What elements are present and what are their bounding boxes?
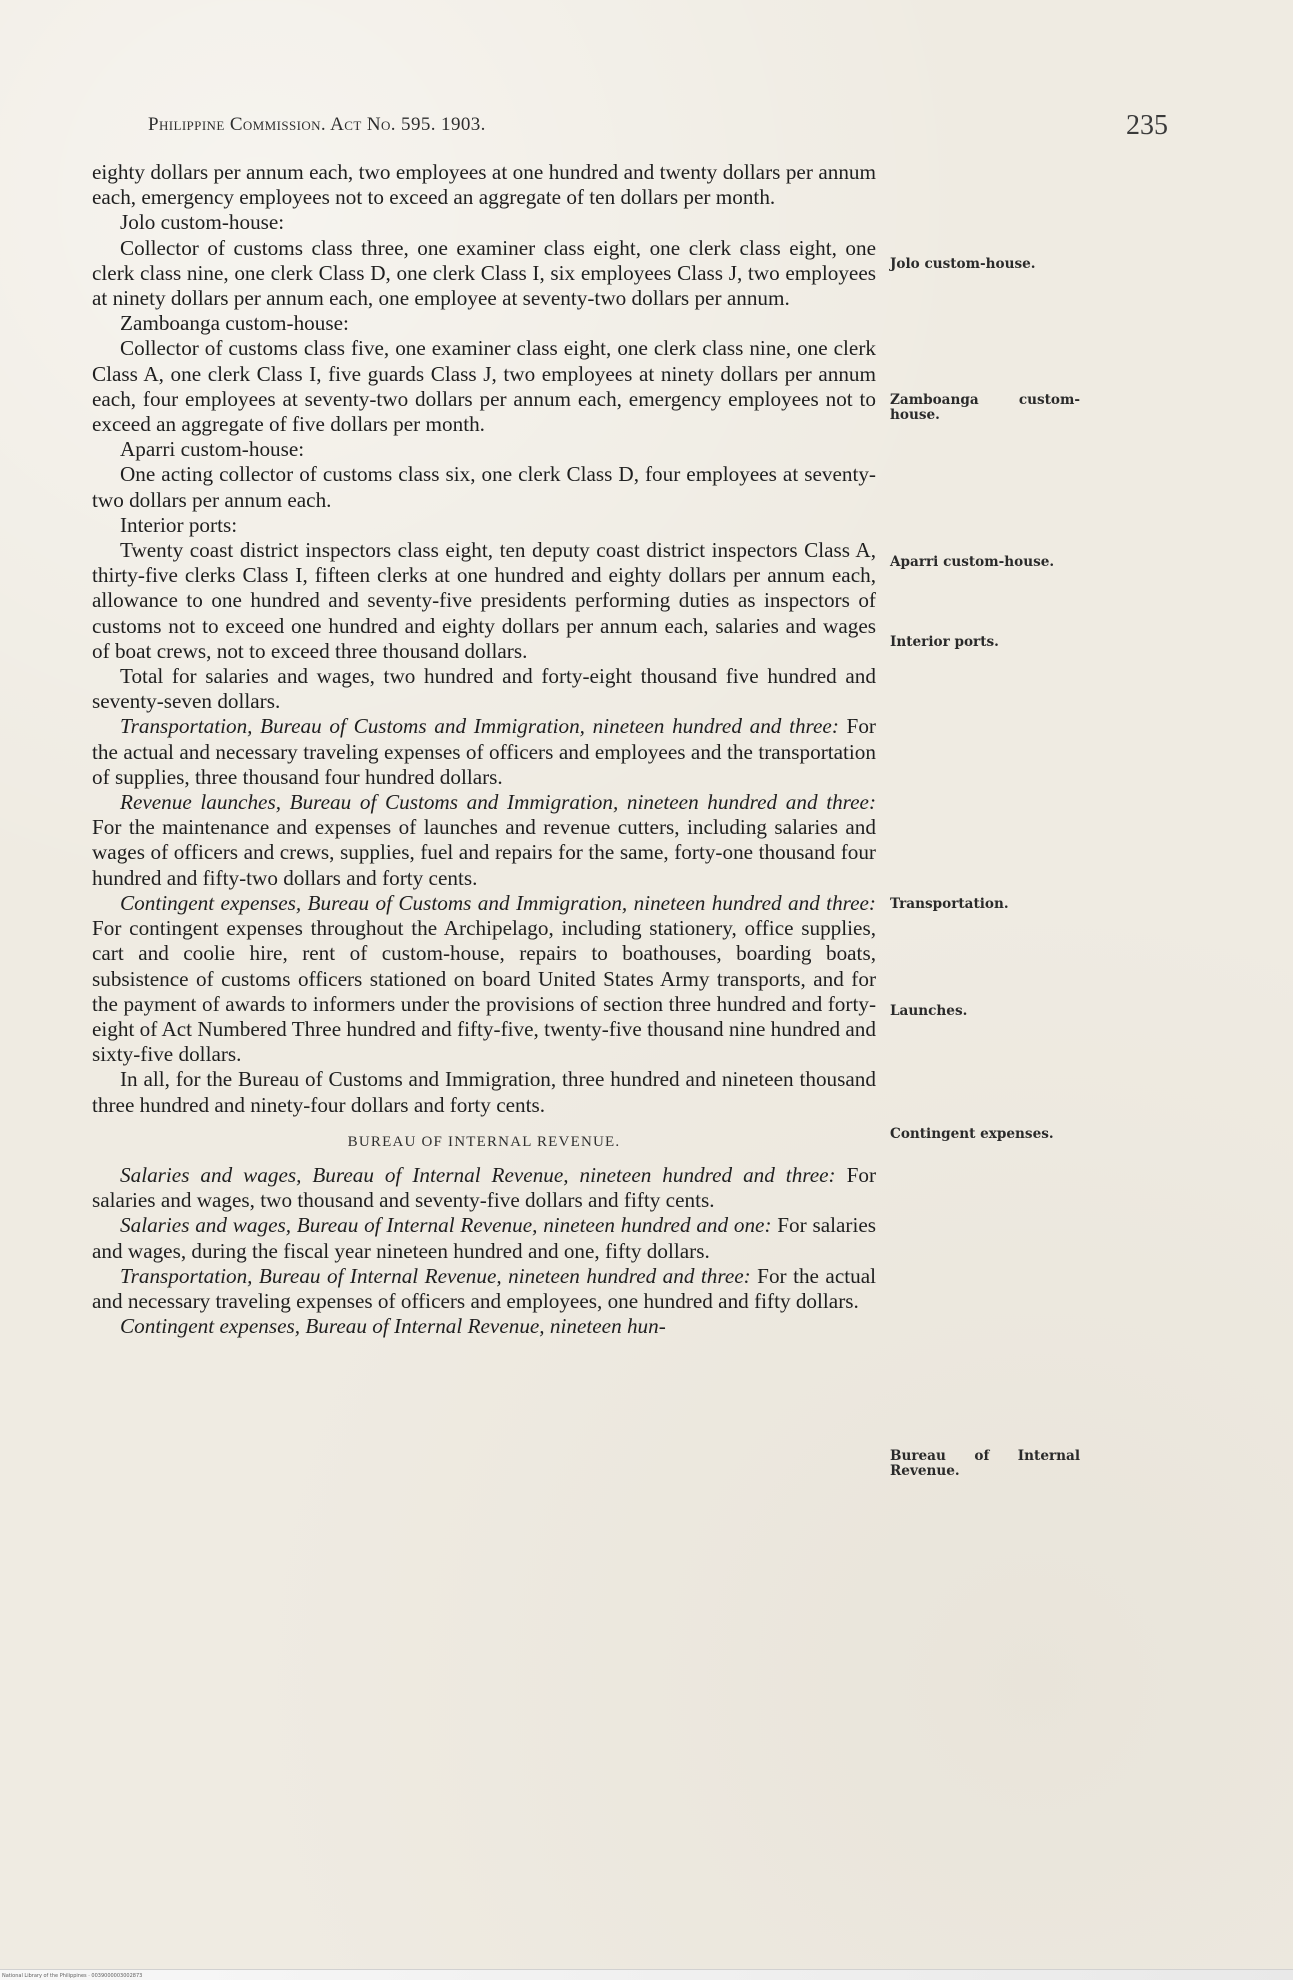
marginal-note-interior-ports: Interior ports. — [890, 634, 999, 650]
page-header — [148, 110, 1168, 148]
paragraph-4: Zamboanga custom-house: — [120, 311, 349, 336]
footer-text: National Library of the Philippines · 0039000003002873 — [2, 1973, 143, 1979]
paragraph-7: One acting collector of customs class six, one clerk Class D, four employees at seventy-two dollars per annum each. — [92, 462, 876, 512]
paragraph-14: In all, for the Bureau of Customs and Immigration, three hundred and nineteen thousand three hundred and ninety-four dollars and forty cents. — [92, 1067, 876, 1117]
paragraph-16-text: For salaries and wages, during the fiscal year nineteen hundred and one, fifty dollars. — [92, 1213, 877, 1263]
paragraph-18-title: Contingent expenses, Bureau of Internal Revenue, nineteen hun- — [120, 1314, 666, 1339]
paragraph-12-text: For the maintenance and expenses of launches and revenue cutters, including salaries and wages of officers and crews, supplies, fuel and repairs for the same, forty-one thousand four hundred and fifty-two dollars and forty cents. — [92, 815, 876, 890]
paragraph-18 — [92, 1314, 876, 1339]
footer-strip — [0, 1969, 1293, 1980]
marginal-note-aparri: Aparri custom-house. — [890, 554, 1055, 570]
paragraph-3: Collector of customs class three, one examiner class eight, one clerk class eight, one clerk class nine, one clerk Class D, one clerk Class I, six employees Class J, two employees at ninety dollars per annum each, one employee at seventy-two dollars per annum. — [92, 235, 876, 311]
marginal-note-contingent-expenses: Contingent expenses. — [890, 1126, 1054, 1142]
paragraph-5: Collector of customs class five, one examiner class eight, one clerk class nine, one clerk Class A, one clerk Class I, five guards Class J, two employees at ninety dollars per annum each, four employees at seventy-two dollars per annum each, emergency employees not to exceed an aggregate of five dollars per month. — [92, 336, 876, 437]
paragraph-13 — [92, 891, 876, 1067]
paragraph-15-title: Salaries and wages, Bureau of Internal Revenue, nineteen hundred and three: — [120, 1162, 836, 1187]
paragraph-9: Twenty coast district inspectors class eight, ten deputy coast district inspectors Class A, thirty-five clerks Class I, fifteen clerks at one hundred and eighty dollars per annum each, allowance to one hundred and seventy-five presidents performing duties as inspectors of customs not to exceed one hundred and eighty dollars per annum each, salaries and wages of boat crews, not to exceed three thousand dollars. — [92, 538, 876, 663]
paragraph-12 — [92, 790, 876, 891]
marginal-note-launches: Launches. — [890, 1003, 968, 1019]
paragraph-13-text: For contingent expenses throughout the Archipelago, including stationery, office supplies, cart and coolie hire, rent of custom-house, repairs to boathouses, boarding boats, subsistence of customs officers stationed on board United States Army transports, and for the payment of awards to informers under the provisions of section three hundred and forty-eight of Act Numbered Three hundred and fifty-five, twenty-five thousand nine hundred and sixty-five dollars. — [92, 916, 876, 1067]
paragraph-16 — [92, 1213, 876, 1263]
paragraph-12-title: Revenue launches, Bureau of Customs and Immigration, nineteen hundred and three: — [120, 790, 876, 815]
paragraph-15-text: For salaries and wages, two thousand and seventy-five dollars and fifty cents. — [92, 1162, 876, 1213]
paragraph-11 — [92, 714, 876, 790]
paragraph-15 — [92, 1163, 876, 1213]
paragraph-17-title: Transportation, Bureau of Internal Revenue, nineteen hundred and three: — [120, 1263, 751, 1288]
paragraph-11-title: Transportation, Bureau of Customs and Immigration, nineteen hundred and three: — [120, 714, 839, 739]
main-text-column — [92, 160, 876, 1339]
page-number: 235 — [1126, 110, 1168, 141]
paragraph-8: Interior ports: — [120, 512, 238, 537]
paragraph-17 — [92, 1264, 876, 1314]
marginal-note-transportation: Transportation. — [890, 896, 1009, 912]
paragraph-1: eighty dollars per annum each, two employees at one hundred and twenty dollars per annum each, emergency employees not to exceed an aggregate of ten dollars per month. — [92, 160, 876, 210]
running-head: Philippine Commission. Act No. 595. 1903. — [148, 114, 486, 135]
paragraph-13-title: Contingent expenses, Bureau of Customs and Immigration, nineteen hundred and three: — [120, 890, 876, 915]
paragraph-10: Total for salaries and wages, two hundred and forty-eight thousand five hundred and seventy-seven dollars. — [92, 664, 876, 714]
marginal-note-jolo: Jolo custom-house. — [890, 256, 1036, 272]
paragraph-2: Jolo custom-house: — [120, 210, 285, 235]
paragraph-16-title: Salaries and wages, Bureau of Internal Revenue, nineteen hundred and one: — [120, 1213, 772, 1238]
paragraph-6: Aparri custom-house: — [120, 437, 305, 462]
paragraph-11-text: For the actual and necessary traveling expenses of officers and employees and the transportation of supplies, three thousand four hundred dollars. — [92, 714, 876, 789]
section-heading: BUREAU OF INTERNAL REVENUE. — [347, 1133, 621, 1150]
marginal-note-bureau-internal-revenue: Bureau of Internal Revenue. — [890, 1448, 1080, 1479]
marginal-note-zamboanga: Zamboanga custom-house. — [890, 392, 1080, 423]
paragraph-17-text: For the actual and necessary traveling expenses of officers and employees, one hundred and fifty dollars. — [92, 1263, 876, 1313]
